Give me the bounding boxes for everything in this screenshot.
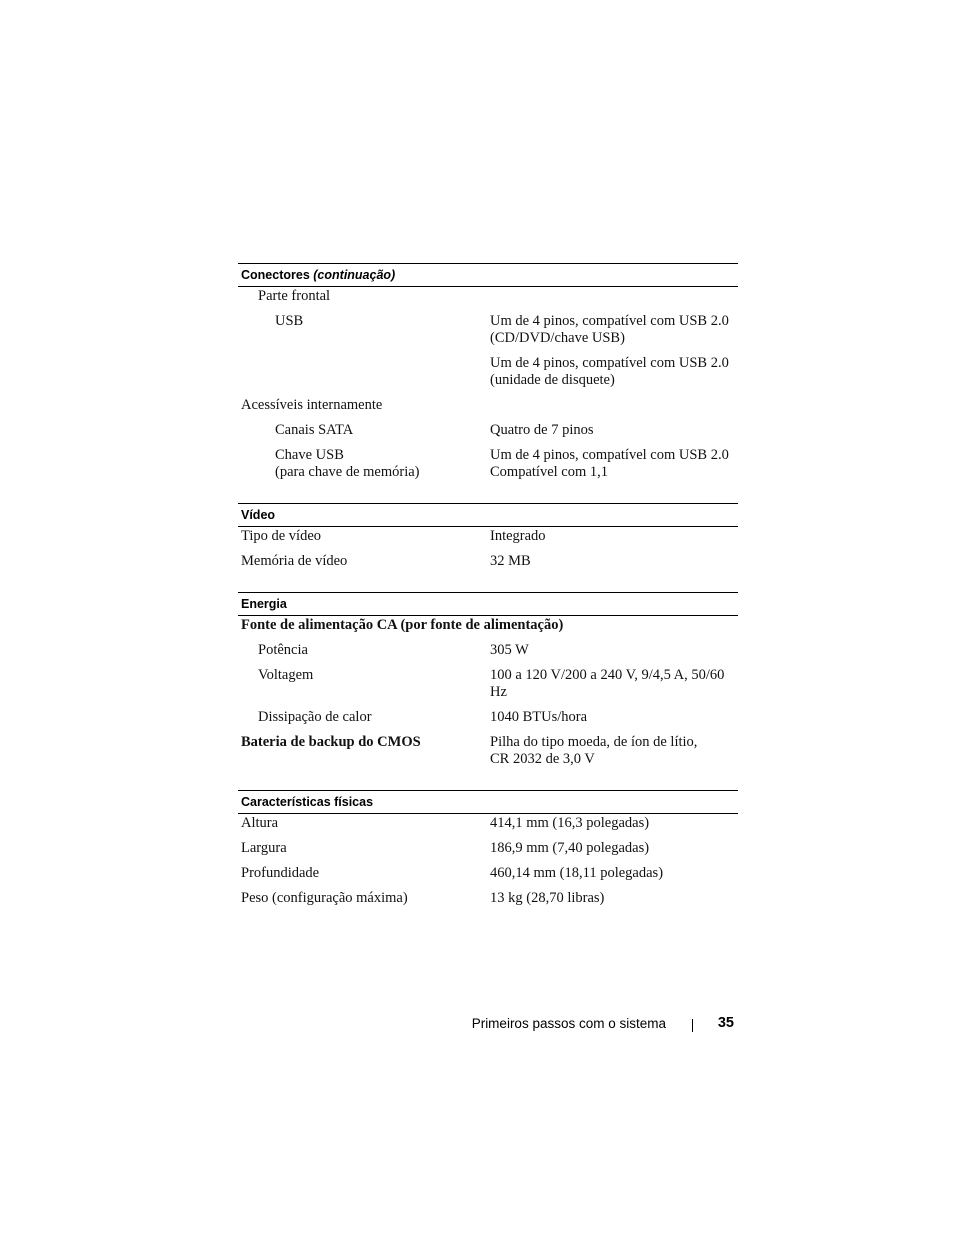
spec-row (238, 313, 738, 347)
spec-label: Largura (241, 840, 287, 856)
spec-value: 32 MB (490, 553, 531, 569)
spec-value-line: (CD/DVD/chave USB) (490, 330, 625, 346)
spec-row (238, 422, 738, 439)
section-body-physical (238, 814, 738, 907)
spec-label: Profundidade (241, 865, 320, 881)
spec-row (238, 642, 738, 659)
spec-value: Integrado (490, 528, 546, 544)
page-number: 35 (717, 1015, 734, 1031)
spec-value (487, 447, 738, 481)
spec-label: USB (275, 313, 304, 329)
spec-value: 1040 BTUs/hora (490, 709, 588, 725)
spec-label: Dissipação de calor (258, 709, 372, 725)
spec-value-line: (unidade de disquete) (490, 372, 615, 388)
section-title-suffix: (continuação) (313, 268, 396, 282)
spec-row (238, 553, 738, 570)
spec-label: Bateria de backup do CMOS (241, 734, 421, 750)
spec-row (238, 397, 738, 414)
spec-value-line: Um de 4 pinos, compatível com USB 2.0 (490, 447, 729, 463)
section-title: Energia (241, 597, 287, 611)
spec-row (238, 528, 738, 545)
spec-label: Parte frontal (258, 288, 331, 304)
spec-label: Potência (258, 642, 308, 658)
spec-value: 13 kg (28,70 libras) (490, 890, 605, 906)
section-body-video (238, 527, 738, 570)
spec-label: Voltagem (258, 667, 314, 683)
spec-value-line: Compatível com 1,1 (490, 464, 608, 480)
section-header-physical (238, 790, 738, 814)
spec-value-line: Um de 4 pinos, compatível com USB 2.0 (490, 313, 729, 329)
spec-row (238, 815, 738, 832)
section-header-video (238, 503, 738, 527)
spec-row (238, 667, 738, 701)
spec-value: 100 a 120 V/200 a 240 V, 9/4,5 A, 50/60 Hz (490, 667, 725, 700)
spec-value: Quatro de 7 pinos (490, 422, 594, 438)
spec-row (238, 355, 738, 389)
spec-label: Acessíveis internamente (241, 397, 383, 413)
section-title: Conectores (241, 268, 310, 282)
spec-value-line: Um de 4 pinos, compatível com USB 2.0 (490, 355, 729, 371)
spec-row (238, 865, 738, 882)
spec-row (238, 890, 738, 907)
spec-value (487, 734, 738, 768)
footer-text: Primeiros passos com o sistema (471, 1016, 666, 1031)
spec-row (238, 734, 738, 768)
section-header-power (238, 592, 738, 616)
spec-value: 460,14 mm (18,11 polegadas) (490, 865, 664, 881)
section-title: Vídeo (241, 508, 276, 522)
spec-label: Peso (configuração máxima) (241, 890, 408, 906)
spec-value-line: Pilha do tipo moeda, de íon de lítio, (490, 734, 698, 750)
spec-value: 414,1 mm (16,3 polegadas) (490, 815, 650, 831)
footer-divider (692, 1019, 693, 1032)
spec-label-line: Chave USB (275, 447, 344, 463)
section-body-connectors (238, 287, 738, 481)
spec-label: Altura (241, 815, 279, 831)
spec-table (238, 263, 738, 915)
spec-label-line: (para chave de memória) (275, 464, 420, 480)
spec-row (238, 288, 738, 305)
spec-value-line: CR 2032 de 3,0 V (490, 751, 595, 767)
section-header-connectors (238, 263, 738, 287)
spec-row (238, 447, 738, 481)
spec-value: 305 W (490, 642, 529, 658)
spec-label: Fonte de alimentação CA (por fonte de alimentação) (241, 617, 564, 633)
section-body-power (238, 616, 738, 768)
spec-row (238, 709, 738, 726)
spec-row (238, 617, 738, 634)
spec-label (238, 447, 487, 481)
page-footer (0, 1014, 954, 1036)
spec-label: Canais SATA (275, 422, 354, 438)
spec-value (487, 355, 738, 389)
spec-label: Memória de vídeo (241, 553, 348, 569)
spec-value: 186,9 mm (7,40 polegadas) (490, 840, 650, 856)
spec-value (487, 313, 738, 347)
spec-label: Tipo de vídeo (241, 528, 322, 544)
section-title: Características físicas (241, 795, 374, 809)
spec-row (238, 840, 738, 857)
spec-label-empty (238, 355, 487, 389)
